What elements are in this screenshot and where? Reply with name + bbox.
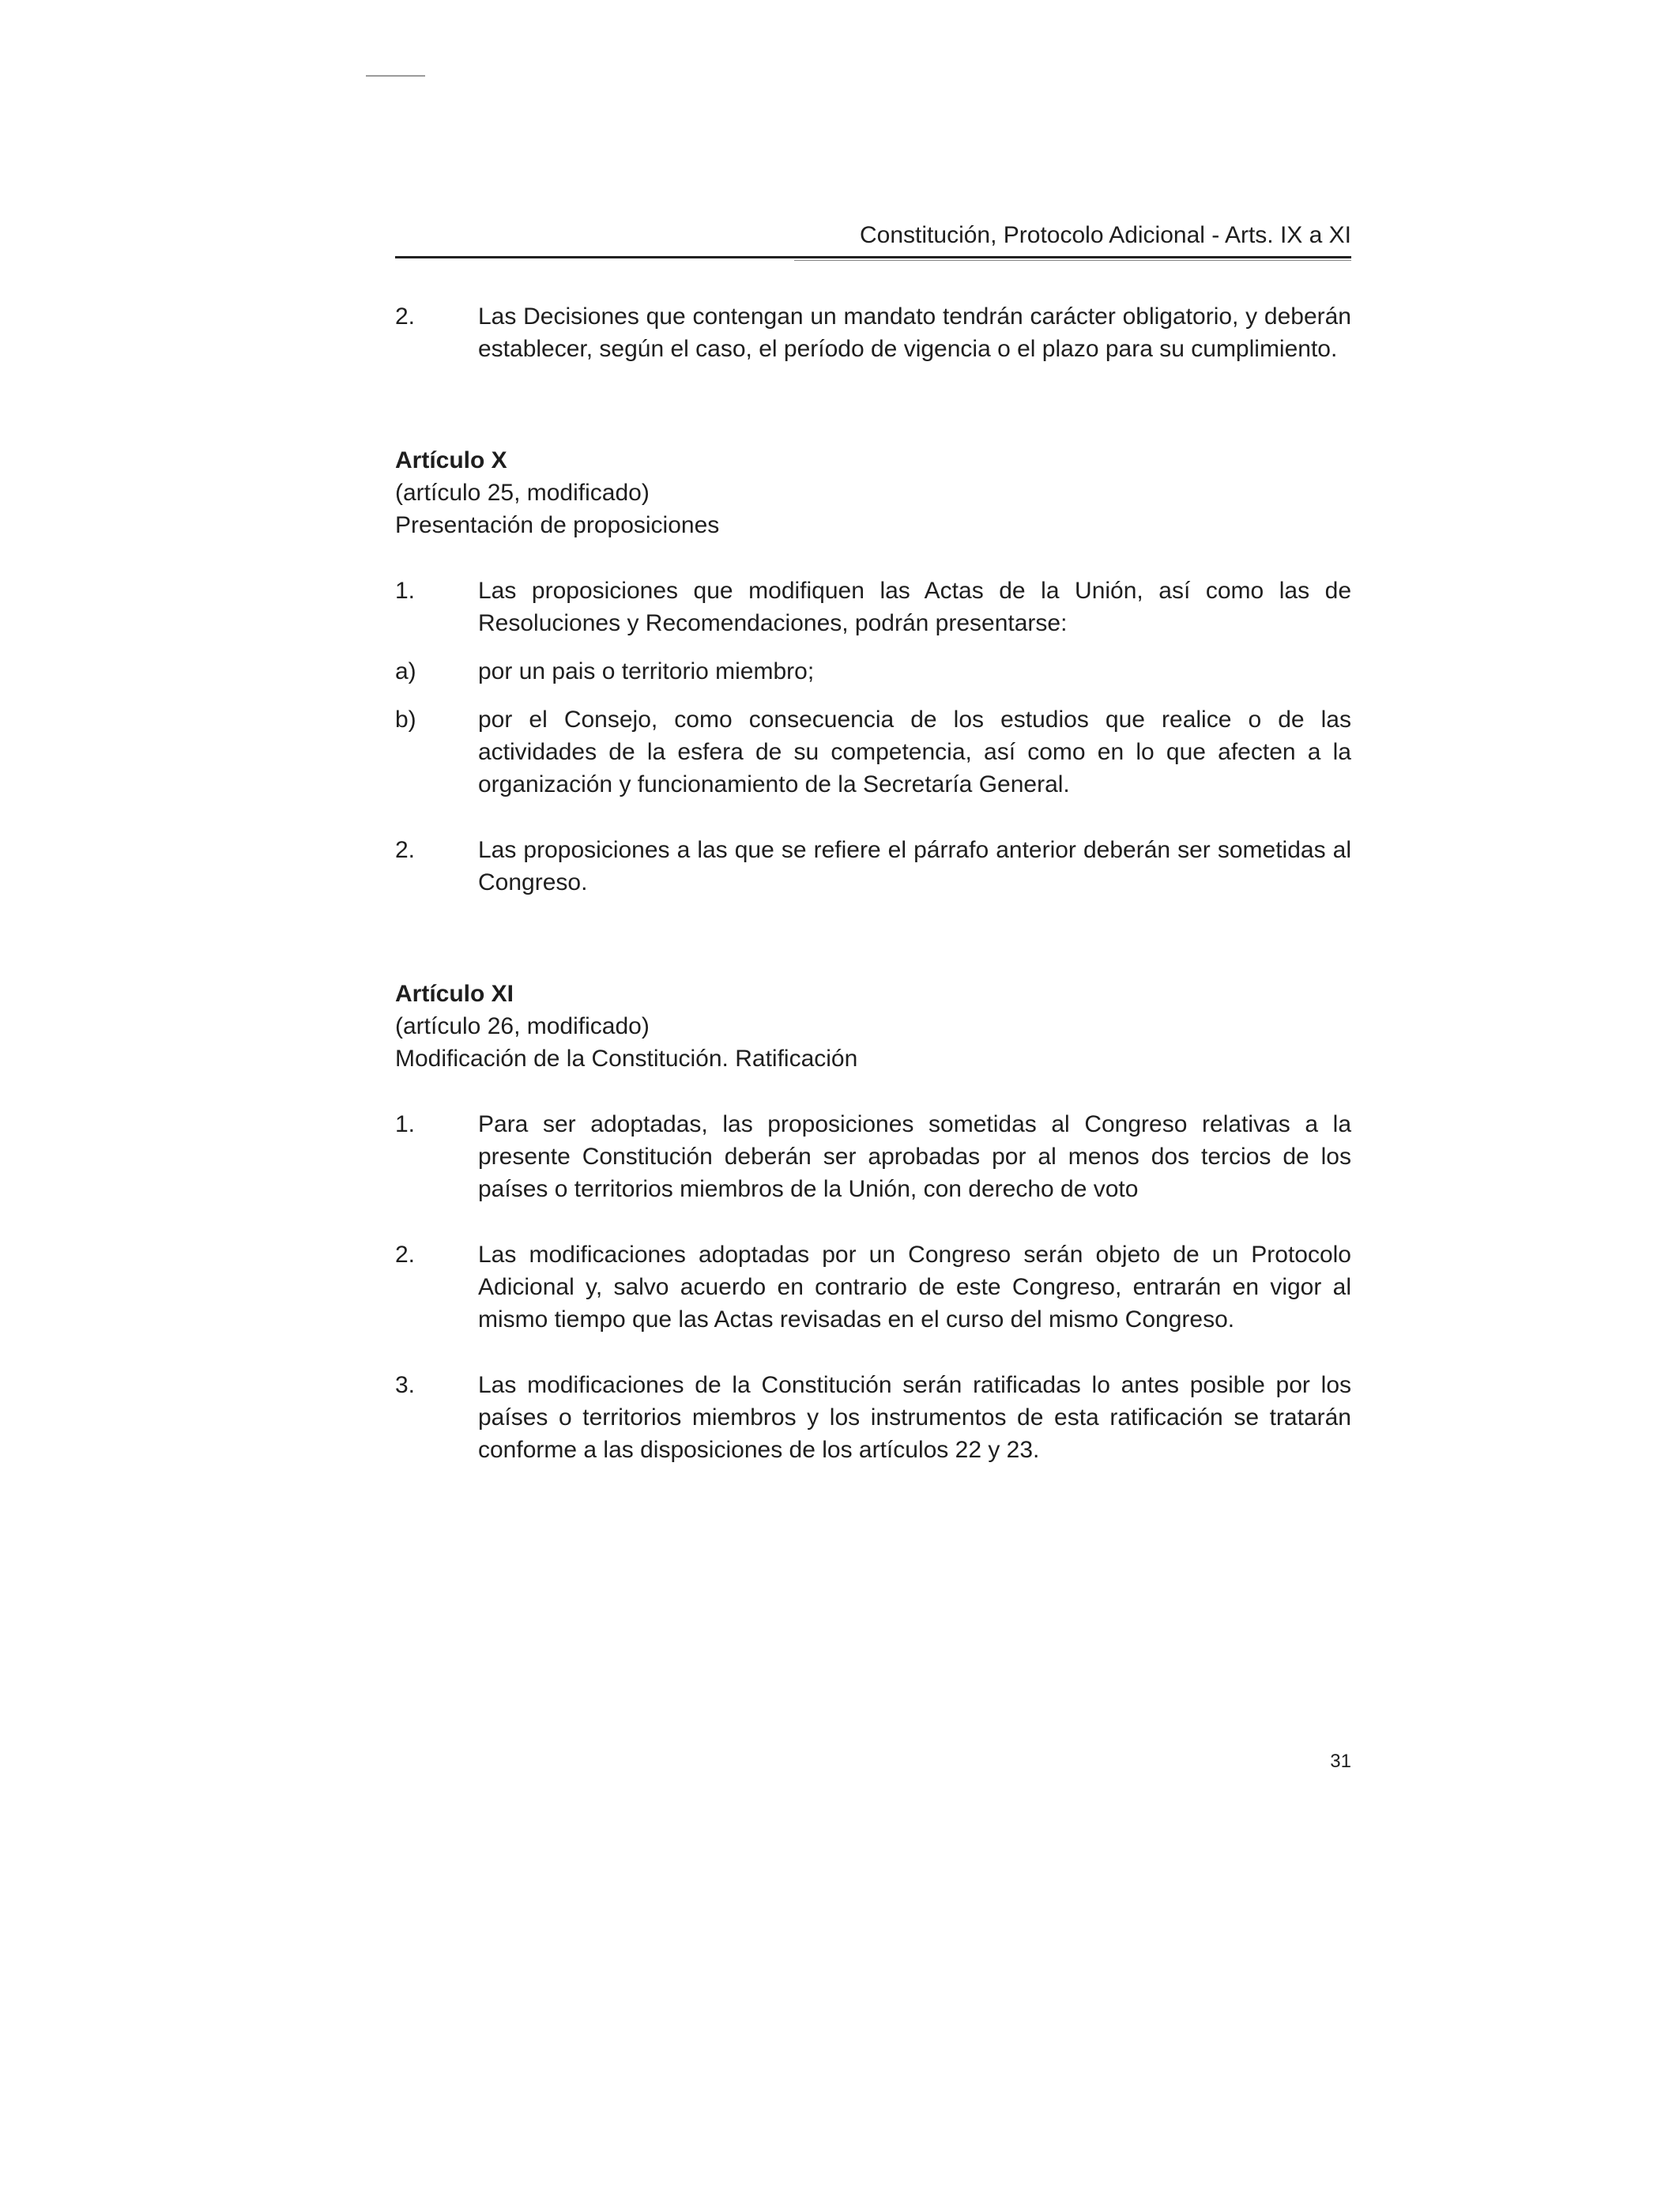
- item-text: Para ser adoptadas, las proposiciones sometidas al Congreso relativas a la presente Constitución deberán ser aprobadas por al menos dos tercios de los países o territorios miembros de la Unión, con derecho de voto: [478, 1111, 1351, 1202]
- paragraph-item: [395, 703, 1351, 801]
- item-number: 2.: [395, 303, 416, 330]
- paragraph-item: [395, 300, 1351, 365]
- item-letter: b): [395, 707, 416, 733]
- paragraph-item: [395, 1108, 1351, 1205]
- item-number: 3.: [395, 1372, 416, 1398]
- paragraph-item: [395, 575, 1351, 639]
- item-number: 1.: [395, 1111, 416, 1137]
- item-number: 2.: [395, 1242, 416, 1268]
- article-subject: Presentación de proposiciones: [395, 512, 720, 538]
- document-body: [395, 300, 1351, 1466]
- item-text: Las Decisiones que contengan un mandato tendrán carácter obligatorio, y deberán establecer, según el caso, el período de vigencia o el plazo para su cumplimiento.: [478, 303, 1351, 362]
- item-text: por el Consejo, como consecuencia de los estudios que realice o de las actividades de la esfera de su competencia, así como en lo que afecten a la organización y funcionamiento de la Secretaría General.: [478, 707, 1351, 797]
- article-xi: [395, 978, 1351, 1466]
- article-subject: Modificación de la Constitución. Ratificación: [395, 1046, 858, 1072]
- item-number: 1.: [395, 578, 416, 604]
- running-header: Constitución, Protocolo Adicional - Arts. IX a XI: [860, 222, 1351, 248]
- paragraph-item: [395, 1238, 1351, 1336]
- article-title: Artículo XI: [395, 981, 514, 1007]
- item-letter: a): [395, 658, 416, 684]
- paragraph-item: [395, 655, 1351, 688]
- paragraph-item: [395, 1369, 1351, 1466]
- item-number: 2.: [395, 837, 416, 863]
- scan-mark: [366, 75, 425, 77]
- header-rule: [395, 256, 1351, 258]
- item-text: Las modificaciones de la Constitución serán ratificadas lo antes posible por los países o territorios miembros y los instrumentos de esta ratificación se tratarán conforme a las disposiciones de los artículos 22 y 23.: [478, 1372, 1351, 1463]
- article-x: [395, 444, 1351, 899]
- article-reference: (artículo 25, modificado): [395, 480, 650, 506]
- item-text: Las modificaciones adoptadas por un Congreso serán objeto de un Protocolo Adicional y, salvo acuerdo en contrario de este Congreso, entrarán en vigor al mismo tiempo que las Actas revisadas en el curso del mismo Congreso.: [478, 1242, 1351, 1333]
- item-text: por un pais o territorio miembro;: [478, 658, 815, 684]
- paragraph-item: [395, 834, 1351, 899]
- article-reference: (artículo 26, modificado): [395, 1013, 650, 1039]
- item-text: Las proposiciones a las que se refiere el párrafo anterior deberán ser sometidas al Congreso.: [478, 837, 1351, 895]
- header-rule-secondary: [794, 260, 1351, 261]
- item-text: Las proposiciones que modifiquen las Actas de la Unión, así como las de Resoluciones y Recomendaciones, podrán presentarse:: [478, 578, 1351, 636]
- page-number: 31: [1330, 1751, 1351, 1772]
- article-title: Artículo X: [395, 447, 507, 473]
